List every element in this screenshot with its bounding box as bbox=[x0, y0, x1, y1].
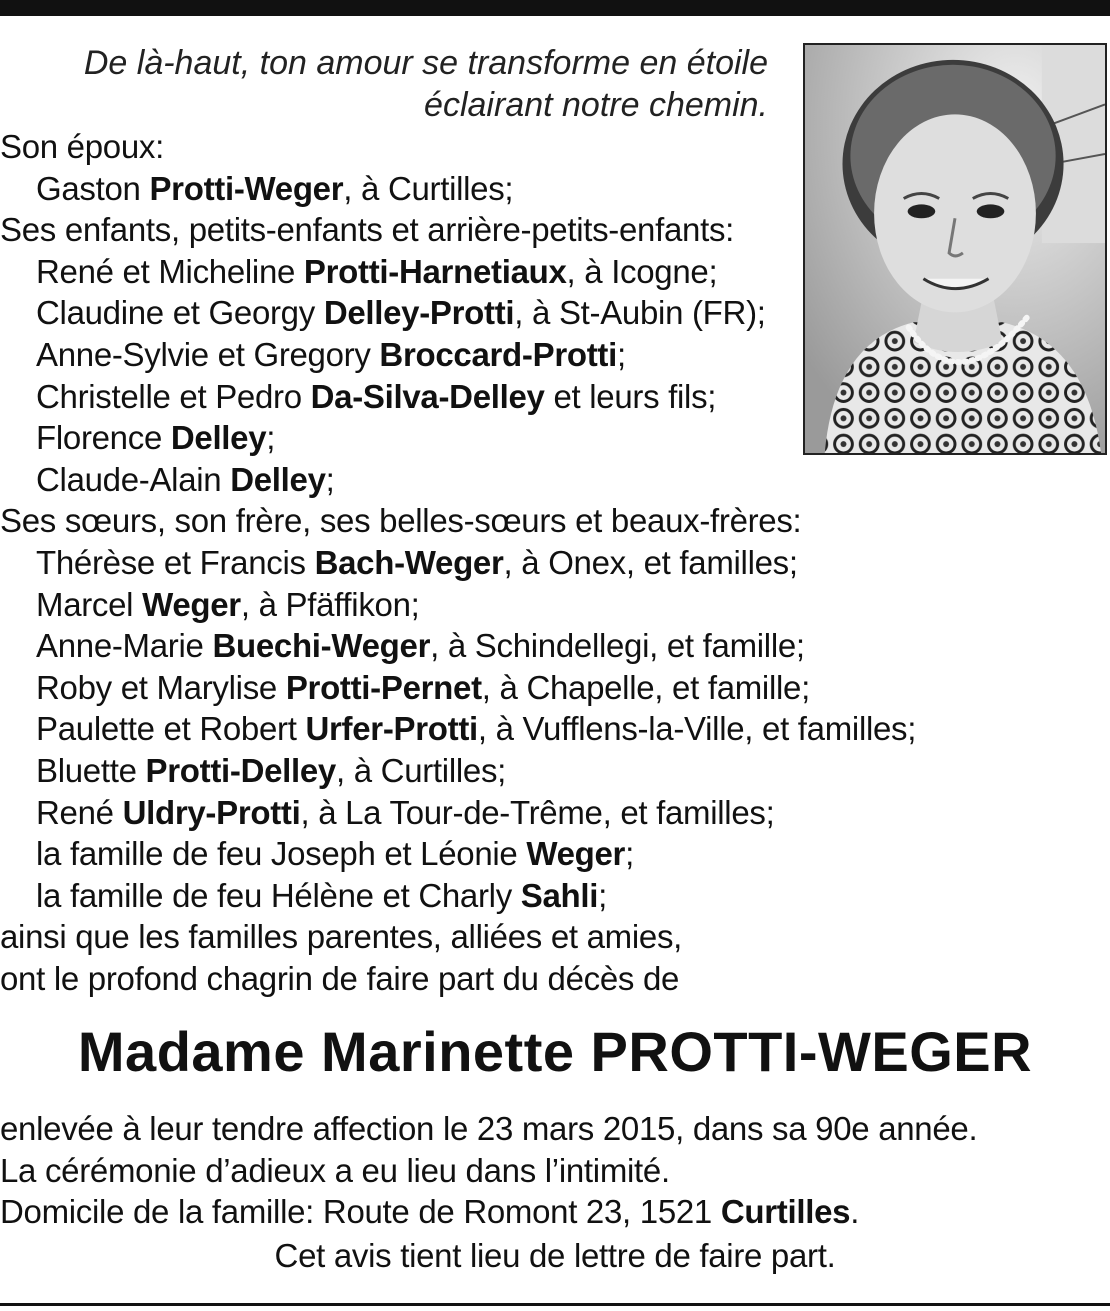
family-surname: Sahli bbox=[520, 876, 599, 914]
family-text: Gaston bbox=[36, 169, 150, 207]
family-member-line bbox=[0, 792, 1100, 834]
family-text: Son époux: bbox=[0, 128, 164, 165]
family-member-line bbox=[0, 584, 1100, 626]
family-text: ; bbox=[625, 835, 634, 873]
family-surname: Protti-Harnetiaux bbox=[303, 252, 567, 290]
family-member-line bbox=[0, 168, 1100, 210]
family-member-line bbox=[0, 251, 1100, 293]
family-text: , à Curtilles; bbox=[343, 169, 514, 207]
family-text: , à Pfäffikon; bbox=[240, 585, 420, 623]
family-text: ont le profond chagrin de faire part du décès de bbox=[0, 959, 680, 997]
family-member-line bbox=[0, 625, 1100, 667]
domicile-text: Domicile de la famille: Route de Romont 23, 1521 bbox=[0, 1193, 721, 1231]
epitaph-quote bbox=[28, 42, 768, 126]
family-heading-line bbox=[0, 958, 1100, 1000]
top-rule bbox=[0, 0, 1110, 16]
family-member-line bbox=[0, 459, 1100, 501]
family-heading-line bbox=[0, 916, 1100, 958]
family-text: ; bbox=[598, 876, 607, 914]
family-text: , à Onex, et familles; bbox=[503, 543, 798, 581]
family-heading-line bbox=[0, 126, 1100, 168]
family-member-line bbox=[0, 542, 1100, 584]
family-text: ; bbox=[325, 460, 335, 498]
family-text: Roby et Marylise bbox=[36, 668, 286, 706]
family-surname: Delley bbox=[230, 460, 326, 498]
family-surname: Buechi-Weger bbox=[212, 627, 431, 665]
family-heading-line bbox=[0, 500, 1100, 542]
family-member-line bbox=[0, 417, 1100, 459]
family-member-line bbox=[0, 334, 1100, 376]
family-text: Bluette bbox=[36, 751, 146, 789]
closing-text bbox=[0, 1108, 1100, 1233]
family-heading-line bbox=[0, 209, 1100, 251]
closing-line-3 bbox=[0, 1191, 1100, 1233]
family-surname: Weger bbox=[526, 835, 626, 873]
family-member-line bbox=[0, 875, 1100, 917]
family-text: , à Curtilles; bbox=[336, 751, 507, 789]
epitaph-line-1: De là-haut, ton amour se transforme en étoile bbox=[83, 44, 768, 82]
family-member-line bbox=[0, 750, 1100, 792]
deceased-name: Madame Marinette PROTTI-WEGER bbox=[77, 1020, 1033, 1083]
family-surname: Urfer-Protti bbox=[305, 710, 478, 748]
family-text: Claude-Alain bbox=[36, 460, 231, 498]
domicile-town: Curtilles bbox=[720, 1193, 851, 1231]
family-surname: Broccard-Protti bbox=[379, 335, 617, 373]
family-surname: Uldry-Protti bbox=[122, 793, 301, 831]
family-text: Marcel bbox=[36, 585, 143, 623]
family-member-line bbox=[0, 292, 1100, 334]
domicile-punct: . bbox=[850, 1193, 860, 1231]
family-text: la famille de feu Hélène et Charly bbox=[36, 876, 521, 914]
epitaph-line-2: éclairant notre chemin. bbox=[424, 86, 768, 124]
family-text: Ses enfants, petits-enfants et arrière-petits-enfants: bbox=[0, 211, 735, 249]
family-surname: Weger bbox=[142, 585, 241, 623]
family-text: Paulette et Robert bbox=[36, 710, 306, 748]
family-surname: Protti-Weger bbox=[149, 169, 344, 207]
family-surname: Da-Silva-Delley bbox=[310, 377, 545, 415]
family-text: René bbox=[36, 793, 123, 831]
family-text: et leurs fils; bbox=[544, 377, 717, 415]
family-text: Claudine et Georgy bbox=[36, 294, 324, 332]
family-member-line bbox=[0, 667, 1100, 709]
family-text: Ses sœurs, son frère, ses belles-sœurs et beaux-frères: bbox=[0, 502, 802, 540]
family-surname: Delley bbox=[170, 419, 267, 457]
family-text: , à Chapelle, et famille; bbox=[481, 668, 810, 706]
closing-line-1: enlevée à leur tendre affection le 23 mars 2015, dans sa 90e année. bbox=[0, 1110, 978, 1147]
family-text: la famille de feu Joseph et Léonie bbox=[36, 835, 527, 873]
family-member-line bbox=[0, 708, 1100, 750]
family-member-line bbox=[0, 376, 1100, 418]
family-surname: Delley-Protti bbox=[323, 294, 515, 332]
family-list bbox=[0, 126, 1100, 999]
family-text: Christelle et Pedro bbox=[36, 377, 311, 415]
family-surname: Protti-Delley bbox=[145, 751, 336, 789]
family-text: ; bbox=[266, 419, 276, 457]
family-text: ainsi que les familles parentes, alliées et amies, bbox=[0, 918, 683, 956]
family-text: , à St-Aubin (FR); bbox=[514, 294, 766, 332]
family-text: Anne-Sylvie et Gregory bbox=[36, 335, 380, 373]
family-text: Thérèse et Francis bbox=[36, 543, 315, 581]
family-surname: Bach-Weger bbox=[314, 543, 504, 581]
notice-text: Cet avis tient lieu de lettre de faire part. bbox=[274, 1237, 836, 1274]
family-text: , à Icogne; bbox=[566, 252, 718, 290]
family-text: , à Vufflens-la-Ville, et familles; bbox=[477, 710, 917, 748]
family-surname: Protti-Pernet bbox=[285, 668, 482, 706]
bottom-rule bbox=[0, 1303, 1110, 1306]
closing-line-2: La cérémonie d’adieux a eu lieu dans l’intimité. bbox=[0, 1151, 670, 1189]
family-text: , à Schindellegi, et famille; bbox=[430, 627, 805, 665]
family-text: , à La Tour-de-Trême, et familles; bbox=[300, 793, 775, 831]
family-text: René et Micheline bbox=[36, 252, 304, 290]
family-member-line bbox=[0, 833, 1100, 875]
family-text: Florence bbox=[36, 419, 171, 457]
family-text: ; bbox=[616, 335, 626, 373]
family-text: Anne-Marie bbox=[36, 627, 213, 665]
